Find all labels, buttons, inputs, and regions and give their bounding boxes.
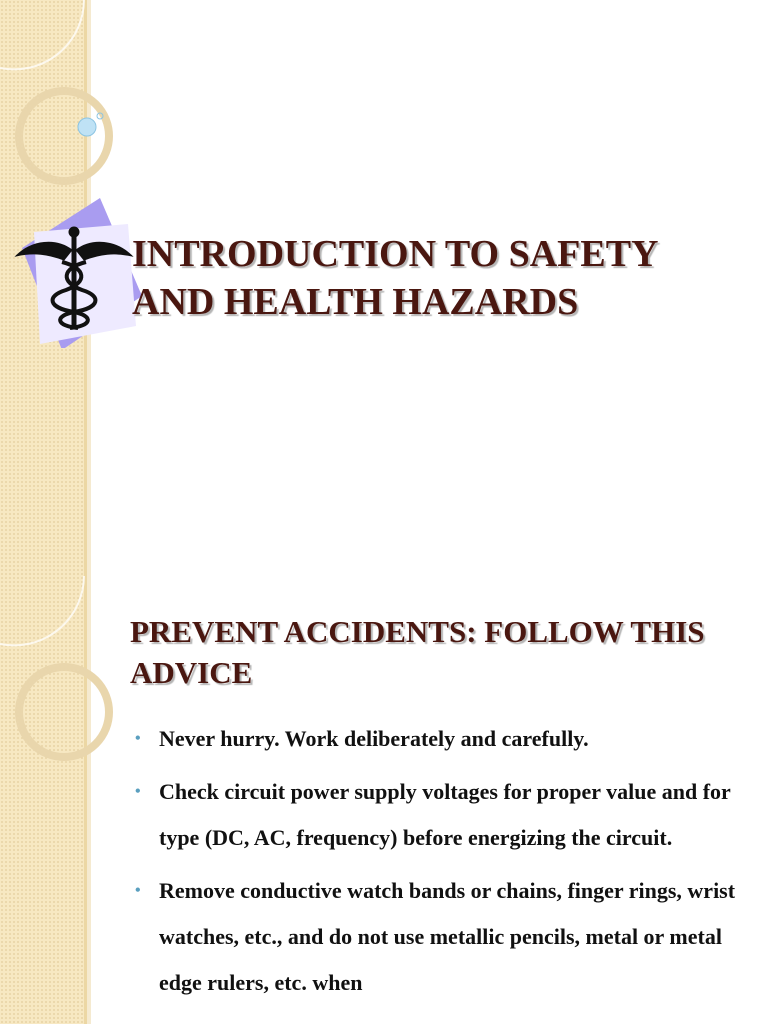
bullet-icon: •: [135, 730, 141, 747]
bullet-item: [130, 769, 750, 861]
bullet-icon: •: [135, 882, 141, 899]
bullet-item: [130, 716, 750, 762]
bullet-text: Check circuit power supply voltages for proper value and for type (DC, AC, frequency) before energizing the circuit.: [159, 779, 731, 850]
bullet-item: [130, 868, 750, 1006]
bullet-icon: •: [135, 783, 141, 800]
bullet-text: Remove conductive watch bands or chains, finger rings, wrist watches, etc., and do not use metallic pencils, metal or metal edge rulers, etc. when: [159, 878, 736, 995]
caduceus-icon: [0, 198, 150, 348]
bullet-list: [130, 716, 750, 1013]
slide-title: INTRODUCTION TO SAFETY AND HEALTH HAZARDS: [132, 233, 658, 323]
bullet-text: Never hurry. Work deliberately and carefully.: [159, 726, 589, 751]
slide-title: PREVENT ACCIDENTS: FOLLOW THIS ADVICE: [130, 614, 705, 690]
